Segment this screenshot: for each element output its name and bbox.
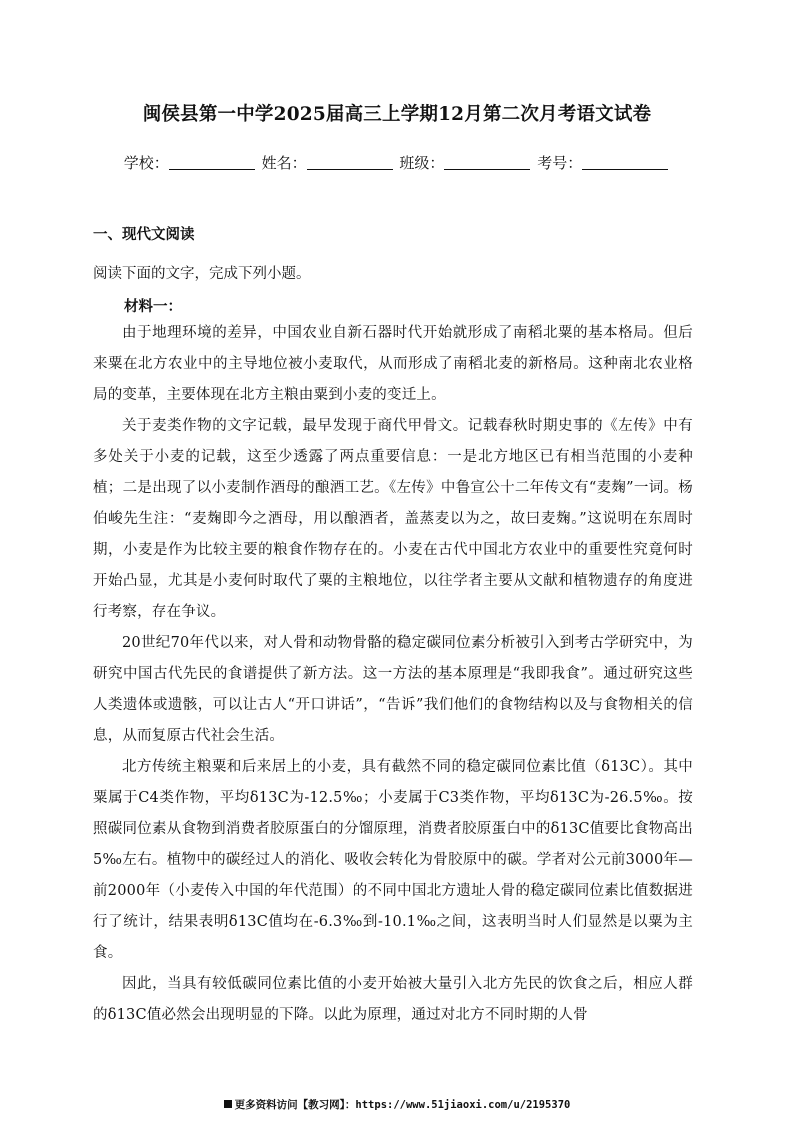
article-body: [93, 318, 693, 1031]
paragraph: 因此，当具有较低碳同位素比值的小麦开始被大量引入北方先民的饮食之后，相应人群的δ13C值必然会出现明显的下降。以此为原理，通过对北方不同时期的人骨: [93, 976, 693, 1023]
school-blank[interactable]: [169, 155, 255, 170]
paragraph: 由于地理环境的差异，中国农业自新石器时代开始就形成了南稻北粟的基本格局。但后来粟在北方农业中的主导地位被小麦取代，从而形成了南稻北麦的新格局。这种南北农业格局的变革，主要体现在北方主粮由粟到小麦的变迁上。: [93, 325, 693, 403]
student-info-line: [0, 152, 794, 173]
paragraph: 关于麦类作物的文字记载，最早发现于商代甲骨文。记载春秋时期史事的《左传》中有多处关于小麦的记载，这至少透露了两点重要信息：一是北方地区已有相当范围的小麦种植；二是出现了以小麦制作酒母的酿酒工艺。《左传》中鲁宣公十二年传文有“麦麹”一词。杨伯峻先生注：“麦麹即今之酒母，用以酿酒者，盖蒸麦以为之，故曰麦麹。”这说明在东周时期，小麦是作为比较主要的粮食作物存在的。小麦在古代中国北方农业中的重要性究竟何时开始凸显，尤其是小麦何时取代了粟的主粮地位，以往学者主要从文献和植物遗存的角度进行考察，存在争议。: [93, 418, 693, 620]
name-blank[interactable]: [307, 155, 393, 170]
exam-no-label: 考号：: [537, 154, 583, 172]
section-heading: 一、现代文阅读: [93, 227, 195, 243]
footer-link[interactable]: [0, 1097, 794, 1112]
school-label: 学校：: [123, 154, 169, 172]
reading-instruction: 阅读下面的文字，完成下列小题。: [93, 266, 311, 282]
exam-title: 闽侯县第一中学2025届高三上学期12月第二次月考语文试卷: [142, 104, 652, 125]
footer-text: 更多资料访问【教习网】：https://www.51jiaoxi.com/u/2195370: [234, 1099, 571, 1111]
name-label: 姓名：: [261, 154, 307, 172]
material-label: 材料一：: [124, 298, 182, 315]
exam-no-blank[interactable]: [582, 155, 668, 170]
flag-icon: [224, 1100, 232, 1108]
class-blank[interactable]: [444, 155, 530, 170]
class-label: 班级：: [399, 154, 445, 172]
paragraph: 北方传统主粮粟和后来居上的小麦，具有截然不同的稳定碳同位素比值（δ13C）。其中粟属于C4类作物，平均δ13C为-12.5‰；小麦属于C3类作物，平均δ13C为-26.5‰。按照碳同位素从食物到消费者胶原蛋白的分馏原理，消费者胶原蛋白中的δ13C值要比食物高出5‰左右。植物中的碳经过人的消化、吸收会转化为骨胶原中的碳。学者对公元前3000年—前2000年（小麦传入中国的年代范围）的不同中国北方遗址人骨的稳定碳同位素比值数据进行了统计，结果表明δ13C值均在-6.3‰到-10.1‰之间，这表明当时人们显然是以粟为主食。: [93, 759, 693, 961]
paragraph: 20世纪70年代以来，对人骨和动物骨骼的稳定碳同位素分析被引入到考古学研究中，为研究中国古代先民的食谱提供了新方法。这一方法的基本原理是“我即我食”。通过研究这些人类遗体或遗骸，可以让古人“开口讲话”，“告诉”我们他们的食物结构以及与食物相关的信息，从而复原古代社会生活。: [93, 635, 693, 744]
